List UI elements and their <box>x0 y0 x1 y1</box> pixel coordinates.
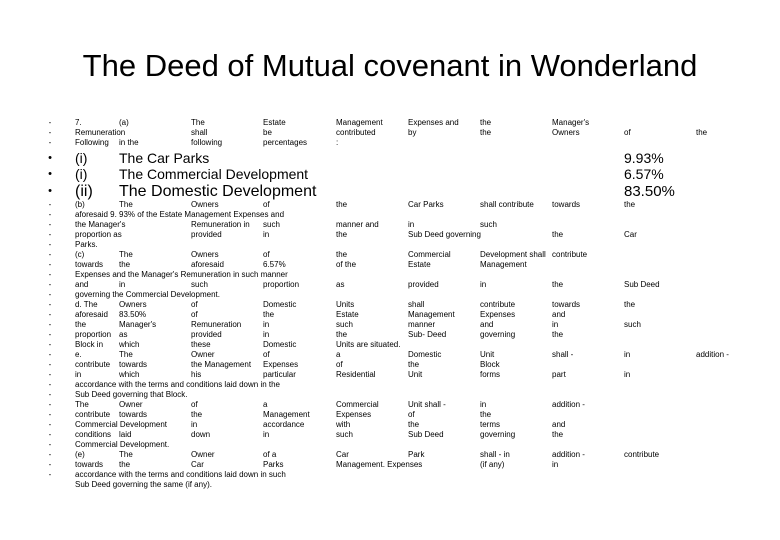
body-word: in <box>119 280 126 289</box>
body-word: towards <box>119 410 148 419</box>
bullet-marker: - <box>48 380 52 389</box>
body-word: proportion <box>75 330 112 339</box>
body-word: Management <box>480 260 527 269</box>
header-word: following <box>191 138 223 147</box>
header-word: be <box>263 128 272 137</box>
body-word: addition - <box>552 400 585 409</box>
body-word: Owners <box>119 300 147 309</box>
body-word: Management <box>408 310 455 319</box>
bullet-marker: - <box>48 280 52 289</box>
body-line: accordance with the terms and conditions laid down in such <box>75 470 286 479</box>
body-word: Commercial Development <box>75 420 168 429</box>
header-word: Following <box>75 138 109 147</box>
body-word: which <box>119 370 140 379</box>
body-word: of <box>408 410 415 419</box>
body-word: of <box>336 360 343 369</box>
body-word: Unit <box>480 350 495 359</box>
body-word: governing <box>480 430 516 439</box>
body-word: Commercial <box>336 400 379 409</box>
body-word: forms <box>480 370 500 379</box>
header-word: 7. <box>75 118 82 127</box>
bullet-marker: - <box>48 138 52 147</box>
body-word: the Management <box>191 360 252 369</box>
header-word: Owners <box>552 128 580 137</box>
body-word: Domestic <box>408 350 442 359</box>
body-word: as <box>336 280 345 289</box>
bullet-marker: - <box>48 320 52 329</box>
body-word: Block in <box>75 340 104 349</box>
body-word: in <box>480 280 487 289</box>
body-word: a <box>263 400 268 409</box>
body-word: towards <box>119 360 148 369</box>
header-word: shall <box>191 128 208 137</box>
body-word: such <box>263 220 280 229</box>
header-word: by <box>408 128 417 137</box>
bullet-marker: - <box>48 420 52 429</box>
bullet-marker: - <box>48 340 52 349</box>
body-word: provided <box>191 330 222 339</box>
body-word: The <box>119 450 133 459</box>
share-item-label: The Domestic Development <box>119 183 317 200</box>
bullet-marker: - <box>48 200 52 209</box>
body-word: The <box>119 250 133 259</box>
body-word: towards <box>75 460 104 469</box>
bullet-marker: - <box>48 310 52 319</box>
body-word: the <box>75 320 87 329</box>
body-word: (c) <box>75 250 85 259</box>
bullet-marker: - <box>48 370 52 379</box>
body-word: contribute <box>480 300 516 309</box>
body-word: and <box>75 280 89 289</box>
body-line: accordance with the terms and conditions laid down in the <box>75 380 281 389</box>
bullet-marker: • <box>48 185 52 197</box>
body-word: in <box>624 370 631 379</box>
body-word: Owner <box>119 400 143 409</box>
bullet-marker: - <box>48 330 52 339</box>
share-item-percent: 83.50% <box>624 183 675 200</box>
body-word: in <box>263 230 270 239</box>
header-word: the <box>696 128 708 137</box>
body-word: Car <box>336 450 349 459</box>
share-item-label: The Commercial Development <box>119 166 309 182</box>
body-word: aforesaid <box>191 260 224 269</box>
body-word: conditions <box>75 430 112 439</box>
body-word: e. <box>75 350 82 359</box>
header-word: the <box>480 128 492 137</box>
body-word: contribute <box>552 250 588 259</box>
bullet-marker: - <box>48 470 52 479</box>
bullet-marker: - <box>48 400 52 409</box>
body-word: part <box>552 370 566 379</box>
header-word: of <box>624 128 631 137</box>
bullet-marker: - <box>48 390 52 399</box>
body-word: accordance <box>263 420 305 429</box>
body-word: the <box>552 280 564 289</box>
body-word: provided <box>191 230 222 239</box>
body-word: in <box>75 370 82 379</box>
body-word: Expenses <box>480 310 516 319</box>
header-word: The <box>191 118 205 127</box>
body-word: the <box>336 200 348 209</box>
body-word: shall - in <box>480 450 510 459</box>
body-word: the <box>408 360 420 369</box>
body-word: of a <box>263 450 277 459</box>
body-word: Unit shall - <box>408 400 446 409</box>
body-line: Expenses and the Manager's Remuneration in such manner <box>75 270 288 279</box>
body-word: as <box>119 330 128 339</box>
share-item-number: (ii) <box>75 183 93 200</box>
bullet-marker: • <box>48 168 52 180</box>
body-word: in <box>408 220 415 229</box>
body-word: Domestic <box>263 300 297 309</box>
header-word: : <box>336 138 339 147</box>
body-word: Sub Deed <box>624 280 660 289</box>
body-word: in <box>552 320 559 329</box>
body-word: the <box>119 260 131 269</box>
body-word: Owners <box>191 250 219 259</box>
body-word: Block <box>480 360 500 369</box>
body-word: Parks <box>263 460 284 469</box>
body-word: proportion as <box>75 230 122 239</box>
body-word: the <box>119 460 131 469</box>
body-word: the <box>480 410 492 419</box>
body-word: such <box>624 320 641 329</box>
body-word: the <box>336 230 348 239</box>
body-word: towards <box>552 200 581 209</box>
body-word: such <box>191 280 208 289</box>
body-word: governing <box>480 330 516 339</box>
bullet-marker: - <box>48 440 52 449</box>
bullet-marker: - <box>48 410 52 419</box>
body-word: towards <box>75 260 104 269</box>
bullet-marker: - <box>48 270 52 279</box>
body-word: in <box>624 350 631 359</box>
bullet-marker: - <box>48 210 52 219</box>
body-word: The <box>75 400 89 409</box>
body-word: a <box>336 350 341 359</box>
bullet-marker: - <box>48 230 52 239</box>
body-word: manner and <box>336 220 379 229</box>
body-word: in <box>263 330 270 339</box>
body-word: Development shall <box>480 250 546 259</box>
body-word: the <box>336 250 348 259</box>
header-word: Manager's <box>552 118 590 127</box>
header-word: in the <box>119 138 139 147</box>
bullet-marker: - <box>48 300 52 309</box>
body-word: such <box>336 430 353 439</box>
body-word: of <box>191 400 198 409</box>
body-word: the Manager's <box>75 220 126 229</box>
share-item-percent: 6.57% <box>624 166 664 182</box>
body-word: in <box>552 460 559 469</box>
body-word: proportion <box>263 280 300 289</box>
body-word: Car Parks <box>408 200 444 209</box>
header-word: percentages <box>263 138 308 147</box>
body-word: contribute <box>75 410 111 419</box>
body-word: the <box>552 430 564 439</box>
body-word: in <box>480 400 487 409</box>
body-word: (b) <box>75 200 85 209</box>
body-word: Expenses <box>263 360 299 369</box>
body-word: of <box>263 350 270 359</box>
body-word: shall <box>408 300 425 309</box>
bullet-marker: - <box>48 250 52 259</box>
share-item-number: (i) <box>75 150 88 166</box>
body-word: Owner <box>191 350 215 359</box>
body-word: down <box>191 430 211 439</box>
body-word: shall contribute <box>480 200 534 209</box>
bullet-marker: • <box>48 152 52 164</box>
body-word: towards <box>552 300 581 309</box>
body-line: Sub Deed governing that Block. <box>75 390 188 399</box>
body-line: governing the Commercial Development. <box>75 290 220 299</box>
body-word: Sub Deed <box>408 430 444 439</box>
body-word: Estate <box>336 310 359 319</box>
body-line: aforesaid 9. 93% of the Estate Management Expenses and <box>75 210 285 219</box>
body-word: these <box>191 340 211 349</box>
bullet-marker: - <box>48 220 52 229</box>
body-word: Expenses <box>336 410 372 419</box>
body-word: provided <box>408 280 439 289</box>
body-word: Remuneration in <box>191 220 250 229</box>
bullet-marker: - <box>48 360 52 369</box>
body-word: addition - <box>552 450 585 459</box>
bullet-marker: - <box>48 430 52 439</box>
body-word: Domestic <box>263 340 297 349</box>
body-word: of <box>263 250 270 259</box>
body-word: Owner <box>191 450 215 459</box>
body-word: Car <box>191 460 204 469</box>
header-word: (a) <box>119 118 129 127</box>
body-word: 83.50% <box>119 310 147 319</box>
body-word: of <box>191 300 198 309</box>
body-word: manner <box>408 320 436 329</box>
header-word: Estate <box>263 118 286 127</box>
body-line: Sub Deed governing the same (if any). <box>75 480 212 489</box>
body-word: the <box>552 230 564 239</box>
body-word: such <box>336 320 353 329</box>
body-word: Commercial <box>408 250 451 259</box>
body-word: Park <box>408 450 425 459</box>
body-word: aforesaid <box>75 310 108 319</box>
body-line: Commercial Development. <box>75 440 170 449</box>
bullet-marker: - <box>48 350 52 359</box>
header-word: the <box>480 118 492 127</box>
body-word: contribute <box>75 360 111 369</box>
bullet-marker: - <box>48 450 52 459</box>
body-word: Parks. <box>75 240 98 249</box>
body-word: the <box>624 300 636 309</box>
header-word: Management <box>336 118 383 127</box>
body-word: Residential <box>336 370 376 379</box>
slide-title: The Deed of Mutual covenant in Wonderland <box>82 48 698 83</box>
body-word: which <box>119 340 140 349</box>
body-word: terms <box>480 420 500 429</box>
body-word: d. The <box>75 300 98 309</box>
body-word: Units <box>336 300 355 309</box>
body-word: particular <box>263 370 296 379</box>
body-word: the <box>408 420 420 429</box>
bullet-marker: - <box>48 240 52 249</box>
share-item-label: The Car Parks <box>119 150 210 166</box>
body-word: The <box>119 350 133 359</box>
bullet-marker: - <box>48 290 52 299</box>
body-word: (if any) <box>480 460 505 469</box>
body-word: Management. Expenses <box>336 460 423 469</box>
body-word: the <box>552 330 564 339</box>
body-word: in <box>191 420 198 429</box>
body-word: and <box>552 310 566 319</box>
body-word: Sub Deed governing <box>408 230 481 239</box>
body-word: and <box>552 420 566 429</box>
body-word: of the <box>336 260 357 269</box>
body-word: Owners <box>191 200 219 209</box>
bullet-marker: - <box>48 118 52 127</box>
body-word: the <box>191 410 203 419</box>
body-word: The <box>119 200 133 209</box>
body-word: of <box>191 310 198 319</box>
body-word: in <box>263 430 270 439</box>
header-word: Remuneration <box>75 128 126 137</box>
body-word: the <box>624 200 636 209</box>
body-word: with <box>336 420 351 429</box>
body-word: Sub- Deed <box>408 330 447 339</box>
body-word: the <box>336 330 348 339</box>
bullet-marker: - <box>48 128 52 137</box>
header-word: contributed <box>336 128 376 137</box>
body-word: and <box>480 320 494 329</box>
body-word: contribute <box>624 450 660 459</box>
header-word: Expenses and <box>408 118 459 127</box>
body-word: such <box>480 220 497 229</box>
share-item-number: (i) <box>75 166 88 182</box>
body-word: shall - <box>552 350 574 359</box>
body-word: Management <box>263 410 310 419</box>
bullet-marker: - <box>48 260 52 269</box>
body-word: Car <box>624 230 637 239</box>
body-word: of <box>263 200 270 209</box>
body-word: (e) <box>75 450 85 459</box>
body-word: Units are situated. <box>336 340 401 349</box>
body-word: Unit <box>408 370 423 379</box>
body-word: the <box>263 310 275 319</box>
bullet-marker: - <box>48 460 52 469</box>
body-word: Manager's <box>119 320 157 329</box>
body-word: his <box>191 370 202 379</box>
body-word: 6.57% <box>263 260 286 269</box>
body-word: Estate <box>408 260 431 269</box>
body-word: laid <box>119 430 132 439</box>
body-word: addition - <box>696 350 729 359</box>
share-item-percent: 9.93% <box>624 150 664 166</box>
body-word: Remuneration <box>191 320 242 329</box>
body-word: in <box>263 320 270 329</box>
